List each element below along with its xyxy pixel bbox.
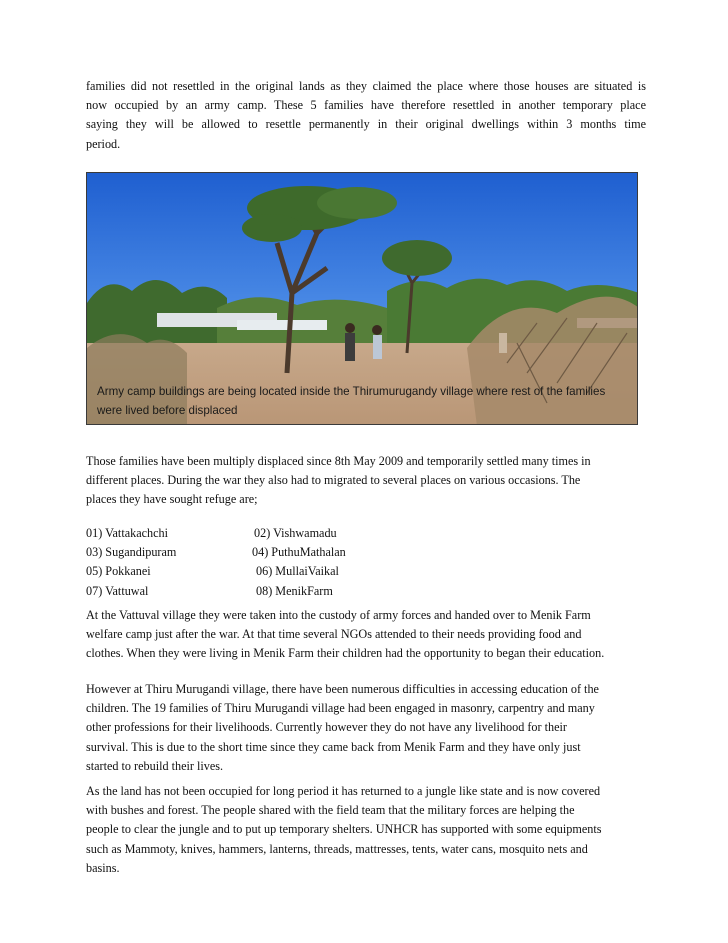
- place-item: 07) Vattuwal: [86, 583, 149, 598]
- text-line: Those families have been multiply displaced since 8th May 2009 and temporarily settled many times in: [86, 454, 591, 468]
- places-row: [86, 582, 506, 601]
- text-line: At the Vattuval village they were taken into the custody of army forces and handed over to Menik Farm: [86, 608, 591, 622]
- text-line: children. The 19 families of Thiru Murugandi village had been engaged in masonry, carpentry and many: [86, 701, 595, 716]
- places-row: [86, 524, 506, 543]
- place-item: 03) Sugandipuram: [86, 545, 177, 560]
- displacement-paragraph: [86, 452, 646, 510]
- places-list: [86, 524, 506, 601]
- caption-line: Army camp buildings are being located inside the Thirumurugandy village where rest of the families: [97, 385, 606, 398]
- text-line: families did not resettled in the original lands as they claimed the place where those houses are situated is: [86, 79, 646, 93]
- text-line: welfare camp just after the war. At that time several NGOs attended to their needs providing food and: [86, 627, 582, 642]
- text-line: However at Thiru Murugandi village, there have been numerous difficulties in accessing education of the: [86, 682, 599, 696]
- place-item: 04) PuthuMathalan: [252, 545, 346, 560]
- intro-paragraph: [86, 77, 646, 154]
- text-line: different places. During the war they also had to migrated to several places on various occasions. The: [86, 473, 581, 488]
- text-line: other professions for their livelihoods. Currently however they do not have any livelihood for their: [86, 720, 567, 735]
- text-line: with bushes and forest. The people shared with the field team that the military forces are helping the: [86, 803, 575, 818]
- places-row: [86, 543, 506, 562]
- place-item: 01) Vattakachchi: [86, 526, 169, 540]
- text-line: people to clear the jungle and to put up temporary shelters. UNHCR has supported with some equipments: [86, 822, 602, 837]
- place-item: 05) Pokkanei: [86, 564, 151, 579]
- places-row: [86, 562, 506, 581]
- place-item: 08) MenikFarm: [256, 583, 333, 598]
- text-line: started to rebuild their lives.: [86, 758, 224, 773]
- land-paragraph: [86, 782, 646, 878]
- caption-line: were lived before displaced: [97, 403, 238, 417]
- text-line: saying they will be allowed to resettle permanently in their original dwellings within 3 months time: [86, 117, 646, 132]
- difficulties-paragraph: [86, 680, 646, 776]
- photo-caption: [97, 383, 627, 420]
- text-line: basins.: [86, 860, 120, 875]
- army-camp-photo: [86, 172, 638, 425]
- text-line: period.: [86, 136, 121, 151]
- text-line: survival. This is due to the short time since they came back from Menik Farm and they have only just: [86, 739, 581, 754]
- text-line: places they have sought refuge are;: [86, 492, 258, 507]
- text-line: now occupied by an army camp. These 5 families have therefore resettled in another temporary place: [86, 98, 646, 113]
- place-item: 06) MullaiVaikal: [256, 564, 339, 579]
- place-item: 02) Vishwamadu: [254, 526, 337, 540]
- text-line: As the land has not been occupied for long period it has returned to a jungle like state and is now covered: [86, 784, 601, 798]
- text-line: such as Mammoty, knives, hammers, lanterns, threads, mattresses, tents, water cans, mosquito nets and: [86, 841, 588, 856]
- custody-paragraph: [86, 606, 646, 664]
- text-line: clothes. When they were living in Menik Farm their children had the opportunity to began their education.: [86, 646, 605, 661]
